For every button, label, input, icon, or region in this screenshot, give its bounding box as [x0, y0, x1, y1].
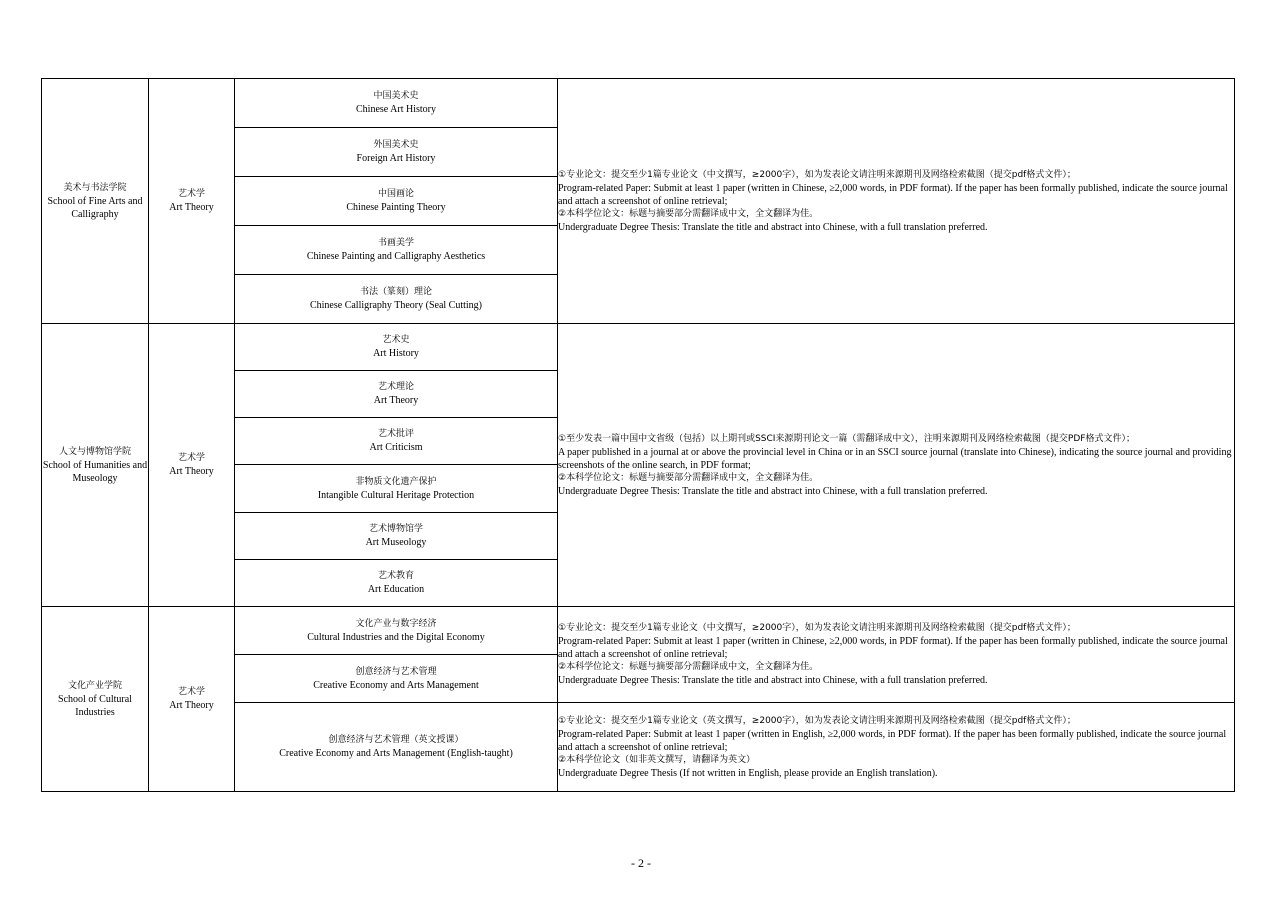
requirements-cell-english-taught [558, 703, 1235, 792]
requirement-thesis-zh: ②本科学位论文（如非英文撰写，请翻译为英文） [558, 754, 756, 765]
major-name-en: Chinese Art History [356, 104, 436, 115]
major-name-en: Chinese Calligraphy Theory (Seal Cutting) [309, 300, 482, 311]
school-name-en: School of Fine Arts and Calligraphy [47, 195, 143, 220]
major-name-zh: 艺术教育 [377, 571, 414, 581]
discipline-zh: 艺术学 [177, 453, 205, 463]
major-name-en: Cultural Industries and the Digital Economy [307, 631, 485, 643]
major-name-en: Intangible Cultural Heritage Protection [317, 489, 475, 501]
discipline-zh: 艺术学 [177, 189, 205, 199]
page-number: - 2 - [631, 856, 651, 870]
major-name-en: Chinese Painting and Calligraphy Aesthetics [306, 251, 486, 262]
major-name-zh: 外国美术史 [373, 140, 419, 150]
major-name-zh: 创意经济与艺术管理 [355, 666, 437, 677]
requirement-thesis-en: Undergraduate Degree Thesis (If not written in English, please provide an English translation). [558, 767, 938, 779]
major-cell [235, 655, 558, 703]
major-name-zh: 非物质文化遗产保护 [355, 476, 437, 487]
major-cell [235, 79, 558, 128]
table-row [42, 607, 1235, 655]
requirement-paper-zh: ①至少发表一篇中国中文省级（包括）以上期刊或SSCI来源期刊论文一篇（需翻译成中文），注明来源期刊及网络检索截图（提交PDF格式文件）； [558, 433, 1135, 444]
school-cell [42, 324, 149, 607]
requirement-thesis-zh: ②本科学位论文：标题与摘要部分需翻译成中文，全文翻译为佳。 [558, 662, 819, 672]
requirement-paper-en: A paper published in a journal at or above the provincial level in China or in an SSCI source journal (translate into Chinese), indicating the source journal and providing screenshots of the online search, in PDF format; [558, 446, 1232, 471]
major-cell [235, 465, 558, 513]
school-name-zh: 美术与书法学院 [63, 182, 127, 193]
major-name-en: Creative Economy and Arts Management [313, 679, 479, 691]
requirement-paper-zh: ①专业论文：提交至少1篇专业论文（英文撰写，≥2000字），如为发表论文请注明来源期刊及网络检索截图（提交pdf格式文件）； [558, 715, 1076, 726]
requirement-paper-en: Program-related Paper: Submit at least 1 paper (written in Chinese, ≥2,000 words, in PDF format). If the paper has been formally published, indicate the source journal and attach a screenshot of online retrieval; [558, 182, 1228, 207]
major-name-zh: 书画美学 [377, 238, 414, 248]
discipline-cell [149, 79, 235, 324]
requirement-paper-zh: ①专业论文：提交至少1篇专业论文（中文撰写，≥2000字），如为发表论文请注明来源期刊及网络检索截图（提交pdf格式文件）； [558, 169, 1076, 180]
table-row [42, 324, 1235, 371]
major-name-en: Art Education [367, 584, 425, 595]
major-name-zh: 文化产业与数字经济 [355, 618, 437, 629]
discipline-cell [149, 607, 235, 792]
major-cell [235, 371, 558, 418]
major-cell [235, 226, 558, 275]
requirement-thesis-zh: ②本科学位论文：标题与摘要部分需翻译成中文，全文翻译为佳。 [558, 208, 819, 219]
major-name-en: Foreign Art History [356, 153, 436, 164]
major-cell [235, 703, 558, 792]
major-name-zh: 艺术批评 [377, 429, 414, 439]
requirement-thesis-en: Undergraduate Degree Thesis: Translate the title and abstract into Chinese, with a full translation preferred. [558, 485, 988, 497]
major-cell [235, 607, 558, 655]
major-name-en: Creative Economy and Arts Management (English-taught) [279, 748, 513, 759]
requirements-cell [558, 324, 1235, 607]
major-name-zh: 艺术理论 [377, 382, 414, 392]
major-name-zh: 艺术博物馆学 [368, 524, 423, 534]
major-cell [235, 324, 558, 371]
major-name-en: Art Theory [373, 395, 419, 406]
major-name-en: Art Museology [365, 537, 427, 548]
table-row [42, 79, 1235, 128]
major-name-zh: 书法（篆刻）理论 [359, 287, 432, 297]
discipline-en: Art Theory [169, 700, 214, 711]
requirement-paper-en: Program-related Paper: Submit at least 1 paper (written in Chinese, ≥2,000 words, in PDF format). If the paper has been formally published, indicate the source journal and attach a screenshot of online retrieval; [558, 636, 1228, 660]
major-cell [235, 275, 558, 324]
major-name-en: Chinese Painting Theory [346, 202, 446, 213]
major-cell [235, 513, 558, 560]
discipline-en: Art Theory [169, 466, 214, 477]
major-cell [235, 418, 558, 465]
requirement-paper-en: Program-related Paper: Submit at least 1 paper (written in English, ≥2,000 words, in PDF format). If the paper has been formally published, indicate the source journal and attach a screenshot of online retrieval; [558, 728, 1227, 753]
requirement-thesis-en: Undergraduate Degree Thesis: Translate the title and abstract into Chinese, with a full translation preferred. [558, 221, 988, 233]
discipline-en: Art Theory [169, 202, 214, 213]
discipline-zh: 艺术学 [177, 687, 205, 697]
school-name-en: School of Cultural Industries [58, 693, 132, 718]
major-cell [235, 560, 558, 607]
major-name-zh: 创意经济与艺术管理（英文授课） [328, 735, 464, 745]
school-name-zh: 人文与博物馆学院 [58, 446, 131, 457]
requirements-table [41, 78, 1235, 792]
school-cell [42, 79, 149, 324]
major-name-zh: 中国画论 [377, 189, 414, 199]
major-name-zh: 艺术史 [382, 335, 410, 345]
major-name-en: Art History [373, 348, 419, 359]
major-name-zh: 中国美术史 [373, 91, 419, 101]
requirement-thesis-zh: ②本科学位论文：标题与摘要部分需翻译成中文，全文翻译为佳。 [558, 472, 819, 483]
major-cell [235, 128, 558, 177]
requirement-thesis-en: Undergraduate Degree Thesis: Translate the title and abstract into Chinese, with a full translation preferred. [558, 675, 988, 686]
discipline-cell [149, 324, 235, 607]
school-name-zh: 文化产业学院 [67, 680, 122, 691]
requirements-cell [558, 607, 1235, 703]
major-cell [235, 177, 558, 226]
major-name-en: Art Criticism [369, 442, 423, 453]
requirements-cell [558, 79, 1235, 324]
requirement-paper-zh: ①专业论文：提交至少1篇专业论文（中文撰写，≥2000字），如为发表论文请注明来源期刊及网络检索截图（提交pdf格式文件）； [558, 623, 1076, 633]
school-name-en: School of Humanities and Museology [42, 459, 148, 484]
school-cell [42, 607, 149, 792]
